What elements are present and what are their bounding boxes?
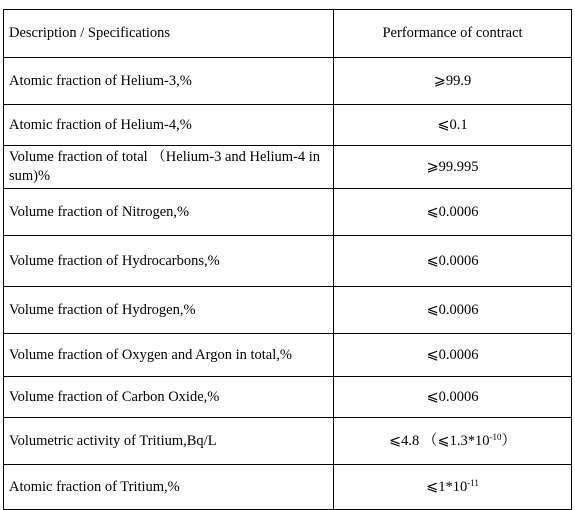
row-performance: ⩽0.1 (334, 105, 572, 146)
row-description: Atomic fraction of Helium-3,% (4, 58, 334, 105)
table-row (4, 334, 572, 377)
table-row (4, 58, 572, 105)
row-description: Volume fraction of total （Helium-3 and Helium-4 in sum)% (4, 146, 334, 189)
table-row (4, 287, 572, 334)
specifications-table (3, 9, 572, 510)
row-performance: ⩽0.0006 (334, 287, 572, 334)
value-prefix: ⩽1*10 (426, 478, 468, 495)
row-description: Volume fraction of Hydrocarbons,% (4, 236, 334, 287)
header-row (4, 10, 572, 58)
row-performance: ⩽0.0006 (334, 236, 572, 287)
row-performance: ⩽0.0006 (334, 189, 572, 236)
value-prefix: ⩽4.8 （⩽1.3*10 (389, 432, 490, 449)
row-description: Atomic fraction of Tritium,% (4, 465, 334, 510)
table-row (4, 377, 572, 418)
value-exponent: -10 (489, 431, 502, 442)
value-suffix: ） (501, 432, 516, 449)
row-description: Volume fraction of Hydrogen,% (4, 287, 334, 334)
row-performance (334, 418, 572, 465)
row-performance (334, 465, 572, 510)
row-description: Volumetric activity of Tritium,Bq/L (4, 418, 334, 465)
row-description: Volume fraction of Carbon Oxide,% (4, 377, 334, 418)
value-exponent: -11 (467, 477, 479, 488)
row-performance: ⩽0.0006 (334, 334, 572, 377)
table-row (4, 465, 572, 510)
row-description: Atomic fraction of Helium-4,% (4, 105, 334, 146)
table-row (4, 189, 572, 236)
row-performance: ⩽0.0006 (334, 377, 572, 418)
row-description: Volume fraction of Oxygen and Argon in total,% (4, 334, 334, 377)
table-row (4, 146, 572, 189)
table-row (4, 105, 572, 146)
header-description: Description / Specifications (4, 10, 334, 58)
row-description: Volume fraction of Nitrogen,% (4, 189, 334, 236)
table-row (4, 236, 572, 287)
header-performance: Performance of contract (334, 10, 572, 58)
row-performance: ⩾99.995 (334, 146, 572, 189)
row-performance: ⩾99.9 (334, 58, 572, 105)
table-row (4, 418, 572, 465)
